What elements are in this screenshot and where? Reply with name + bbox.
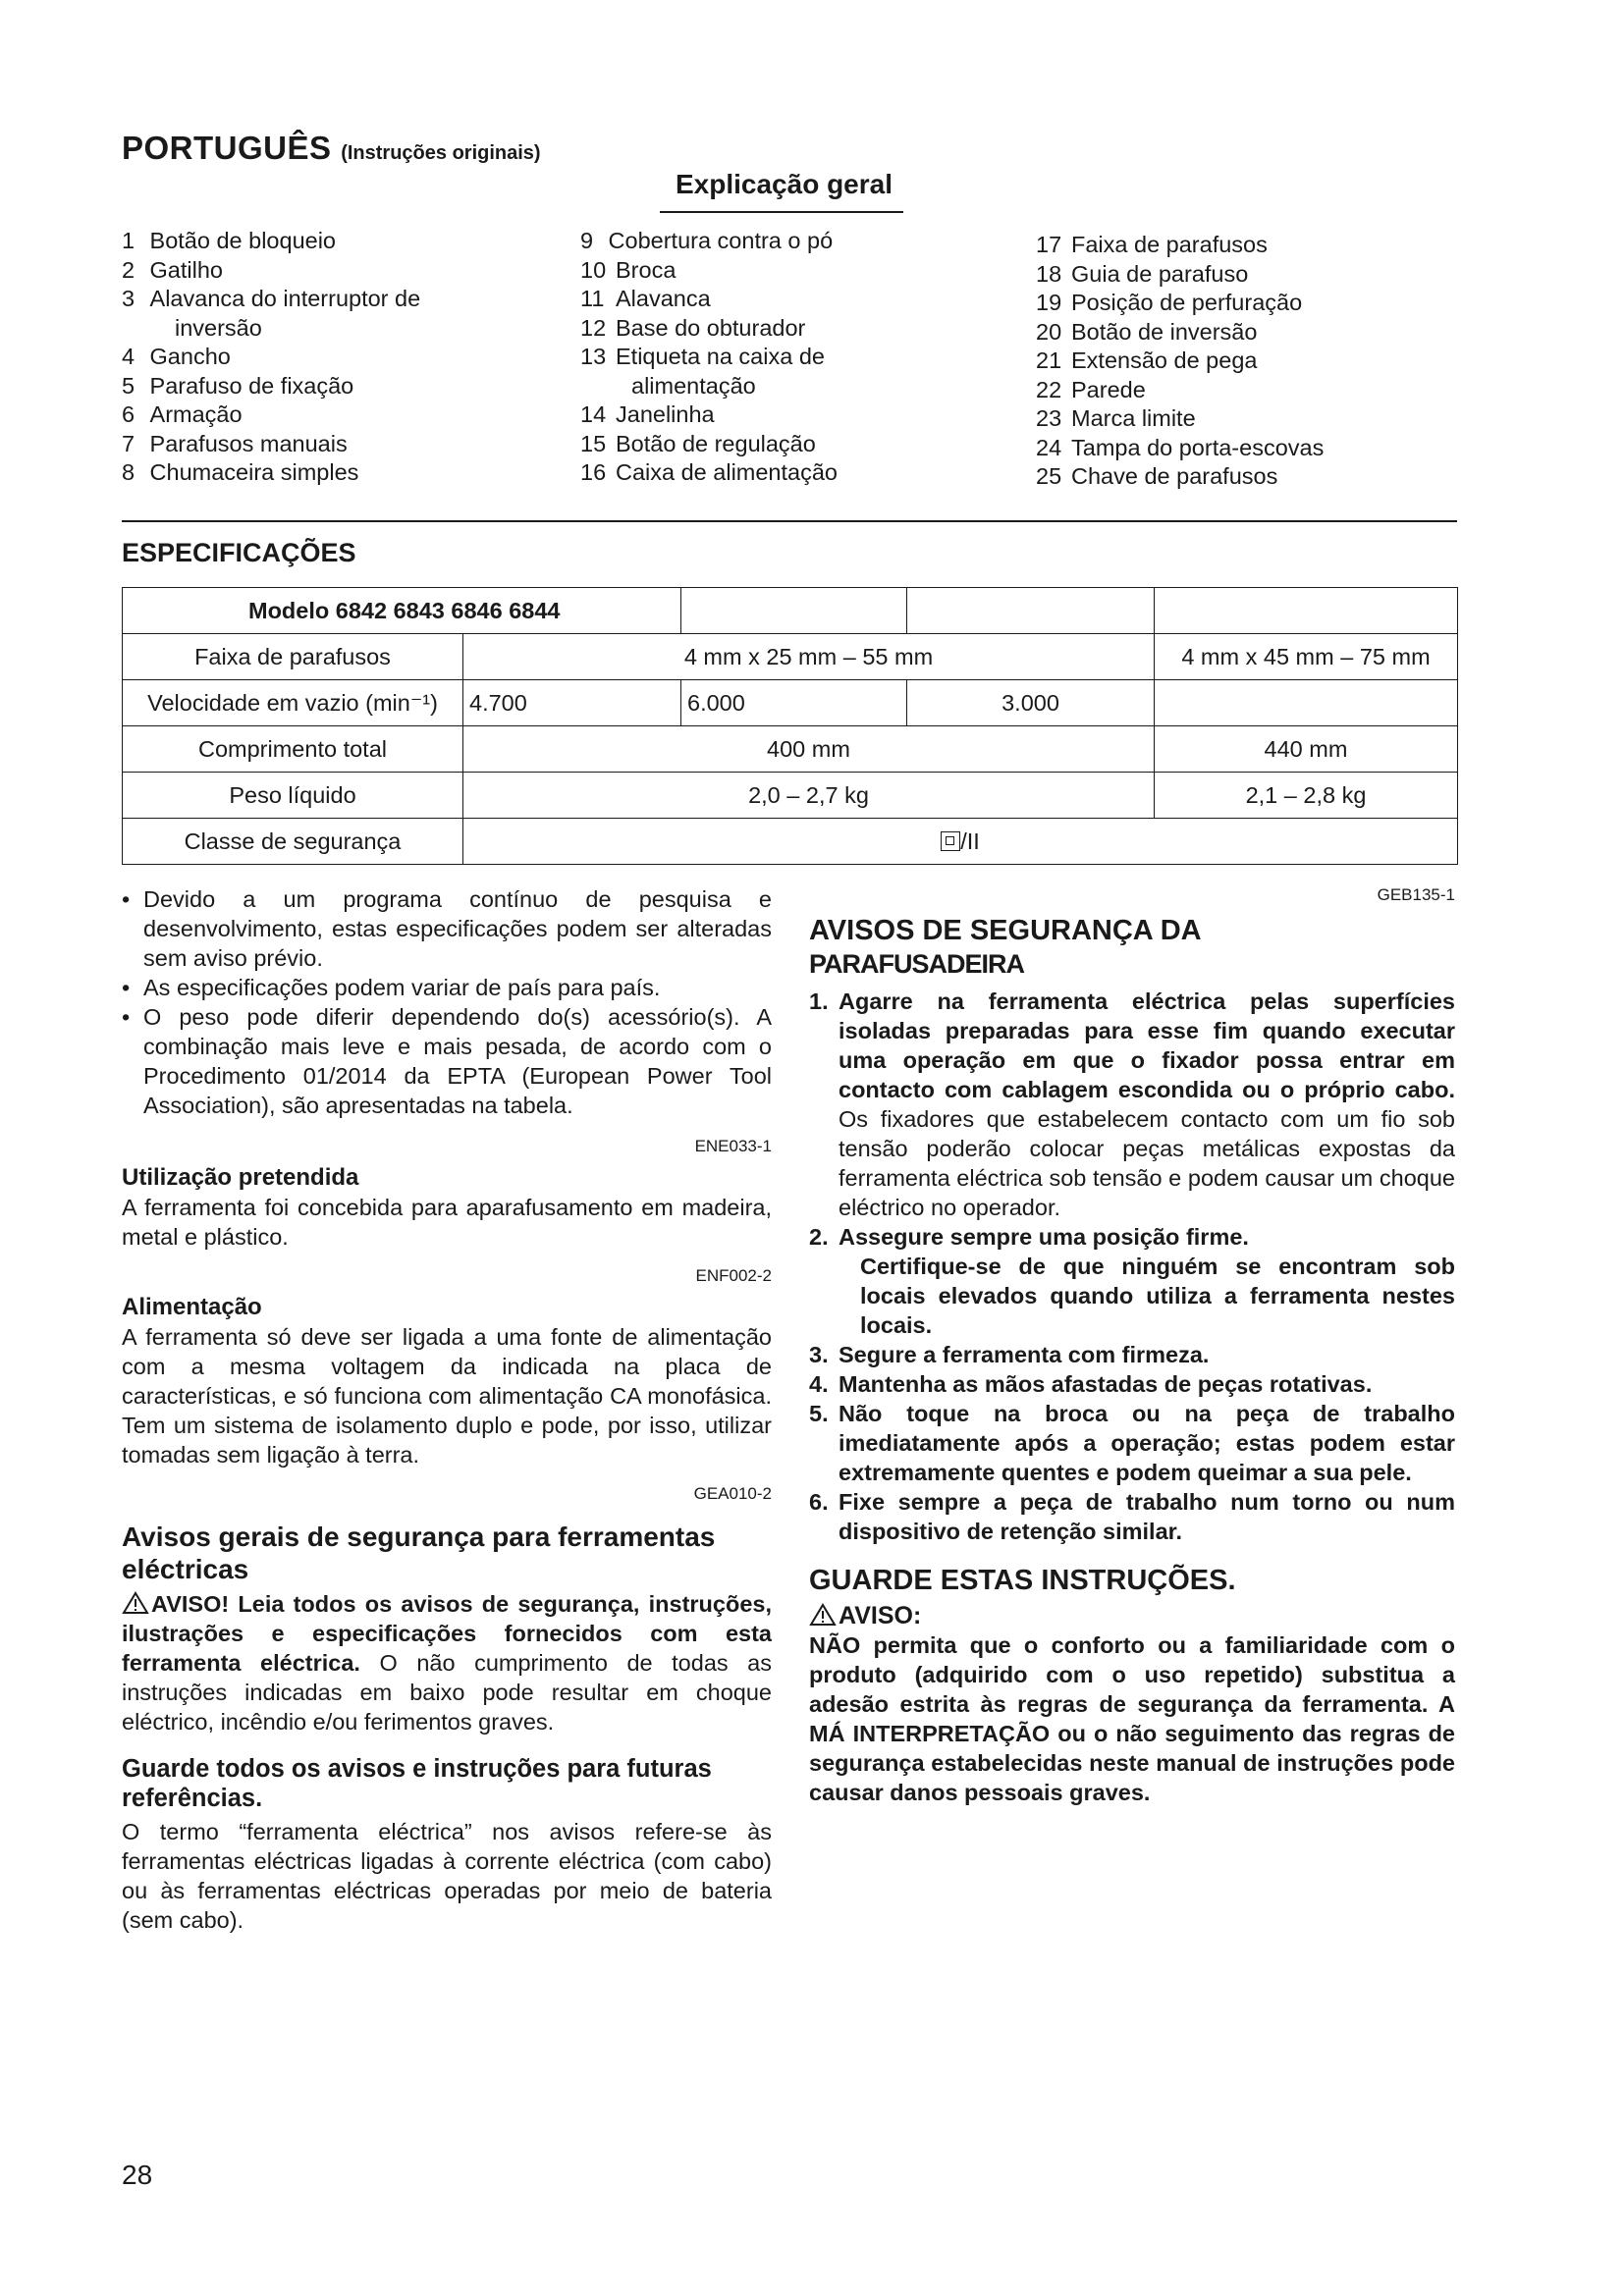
list-item: 1. Agarre na ferramenta eléctrica pelas superfícies isoladas preparadas para esse fim quando executar uma operação em que o fixador possa entrar em contacto com cablagem escondida ou o próprio cabo. Os fixadores que estabelecem contacto com um fio sob tensão poderão colocar peças metálicas expostas da ferramenta eléctrica sob tensão e podem causar um choque eléctrico no operador. <box>809 988 1455 1220</box>
paragraph: A ferramenta foi concebida para aparafusamento em madeira, metal e plástico. <box>122 1195 772 1250</box>
list-item: 22 Parede <box>1036 376 1146 402</box>
list-item-continuation: alimentação <box>631 372 756 399</box>
list-item: 25 Chave de parafusos <box>1036 463 1278 489</box>
list-item: 6. Fixe sempre a peça de trabalho num torno ou num dispositivo de retenção similar. <box>809 1489 1455 1544</box>
left-column <box>122 884 772 1935</box>
list-item: • Devido a um programa contínuo de pesquisa e desenvolvimento, estas especificações podem ser alteradas sem aviso prévio. <box>122 886 772 971</box>
model-cell: Modelo 6842 6843 6846 6844 <box>123 588 681 634</box>
list-item: • O peso pode diferir dependendo do(s) acessório(s). A combinação mais leve e mais pesada, de acordo com o Procedimento 01/2014 da EPTA (European Power Tool Association), são apresentadas na tabela. <box>122 1004 772 1118</box>
row-label: Peso líquido <box>123 773 463 819</box>
paragraph: A ferramenta só deve ser ligada a uma fonte de alimentação com a mesma voltagem da indicada na placa de características, e só funciona com alimentação CA monofásica. Tem um sistema de isolamento duplo e pode, por isso, utilizar tomadas sem ligação à terra. <box>122 1324 772 1468</box>
section-heading: Alimentação <box>122 1294 262 1320</box>
value-cell: 4 mm x 45 mm – 75 mm <box>1155 634 1458 680</box>
list-item: 13 Etiqueta na caixa de <box>580 344 825 369</box>
empty-cell <box>907 588 1155 634</box>
right-column <box>809 884 1455 1807</box>
list-item: 20 Botão de inversão <box>1036 318 1258 345</box>
table-row <box>123 819 1458 865</box>
parts-list-col2 <box>580 227 1002 488</box>
row-label: Comprimento total <box>123 726 463 773</box>
value-cell: 440 mm <box>1155 726 1458 773</box>
row-label: Classe de segurança <box>123 819 463 865</box>
value-cell: 3.000 <box>907 680 1155 726</box>
list-item: 18 Guia de parafuso <box>1036 260 1249 287</box>
section-heading: Avisos gerais de segurança para ferramentas eléctricas <box>122 1522 716 1584</box>
row-label: Velocidade em vazio (min⁻¹) <box>123 680 463 726</box>
warning-label: AVISO: <box>809 1601 1455 1630</box>
list-item: 14 Janelinha <box>580 401 715 427</box>
section-heading: Utilização pretendida <box>122 1164 359 1191</box>
value-cell: 2,1 – 2,8 kg <box>1155 773 1458 819</box>
section-heading: AVISOS DE SEGURANÇA DA PARAFUSADEIRA <box>809 915 1202 979</box>
title-underline <box>660 211 903 213</box>
parts-list-col1 <box>122 227 534 488</box>
warning-paragraph: NÃO permita que o conforto ou a familiaridade com o produto (adquirido com o uso repetido) substitua a adesão estrita às regras de segurança da ferramenta. A MÁ INTERPRETAÇÃO ou o não seguimento das regras de segurança estabelecidas neste manual de instruções pode causar danos pessoais graves. <box>809 1632 1455 1805</box>
language-title: PORTUGUÊS (Instruções originais) <box>122 130 541 166</box>
table-row <box>123 634 1458 680</box>
list-item-continuation: inversão <box>175 314 262 341</box>
list-item: 3. Segure a ferramenta com firmeza. <box>809 1342 1210 1367</box>
section-heading: GUARDE ESTAS INSTRUÇÕES. <box>809 1565 1236 1596</box>
warning-icon <box>809 1603 837 1627</box>
list-item: 9 Cobertura contra o pó <box>580 228 834 253</box>
doc-code: ENF002-2 <box>695 1266 772 1285</box>
table-row <box>123 773 1458 819</box>
list-item: 6 Armação <box>122 401 243 427</box>
warning-paragraph: AVISO! Leia todos os avisos de segurança, instruções, ilustrações e especificações fornecidos com esta ferramenta eléctrica. O não cumprimento de todas as instruções indicadas em baixo pode resultar em choque eléctrico, incêndio e/ou ferimentos graves. <box>122 1591 773 1735</box>
list-item: 10 Broca <box>580 256 677 283</box>
empty-cell <box>1155 680 1458 726</box>
list-item: • As especificações podem variar de país para país. <box>122 975 661 1000</box>
section-heading: Guarde todos os avisos e instruções para futuras referências. <box>122 1755 712 1812</box>
section-divider <box>122 520 1457 522</box>
value-cell: 4.700 <box>463 680 681 726</box>
list-item: 11 Alavanca <box>580 286 711 311</box>
list-item: 4 Gancho <box>122 344 231 369</box>
list-item: 5. Não toque na broca ou na peça de trabalho imediatamente após a operação; estas podem estar extremamente quentes e podem queimar a sua pele. <box>809 1401 1455 1485</box>
table-row <box>123 726 1458 773</box>
list-item: 3 Alavanca do interruptor de <box>122 286 421 311</box>
general-explanation-title: Explicação geral <box>676 169 893 199</box>
list-item: 7 Parafusos manuais <box>122 430 348 456</box>
value-cell: 2,0 – 2,7 kg <box>463 773 1155 819</box>
list-item: 24 Tampa do porta-escovas <box>1036 434 1325 460</box>
language-note: (Instruções originais) <box>341 142 541 164</box>
table-row <box>123 588 1458 634</box>
value-cell: /II <box>463 819 1458 865</box>
list-item: 5 Parafuso de fixação <box>122 372 354 399</box>
list-item: 21 Extensão de pega <box>1036 347 1258 373</box>
parts-list-col3 <box>1036 231 1468 492</box>
value-cell: 4 mm x 25 mm – 55 mm <box>463 634 1155 680</box>
list-item: 12 Base do obturador <box>580 314 806 341</box>
double-insulation-icon <box>941 831 960 851</box>
doc-code: GEA010-2 <box>693 1484 772 1503</box>
list-item: 2. Assegure sempre uma posição firme. Certifique-se de que ninguém se encontram sob locais elevados quando utiliza a ferramenta nestes locais. <box>809 1224 1455 1338</box>
page-number: 28 <box>122 2160 153 2190</box>
empty-cell <box>1155 588 1458 634</box>
list-item: 4. Mantenha as mãos afastadas de peças rotativas. <box>809 1371 1373 1397</box>
row-label: Faixa de parafusos <box>123 634 463 680</box>
list-item: 1 Botão de bloqueio <box>122 228 336 253</box>
paragraph: O termo “ferramenta eléctrica” nos avisos refere-se às ferramentas eléctricas ligadas à corrente eléctrica (com cabo) ou às ferramentas eléctricas operadas por meio de bateria (sem cabo). <box>122 1819 772 1933</box>
specs-table <box>122 587 1458 865</box>
list-item: 2 Gatilho <box>122 256 223 283</box>
doc-code: ENE033-1 <box>694 1137 772 1155</box>
list-item: 23 Marca limite <box>1036 405 1196 431</box>
value-cell: 6.000 <box>681 680 907 726</box>
warning-icon <box>122 1591 149 1615</box>
table-row <box>123 680 1458 726</box>
list-item: 17 Faixa de parafusos <box>1036 232 1268 257</box>
list-item: 15 Botão de regulação <box>580 430 816 456</box>
empty-cell <box>681 588 907 634</box>
list-item: 8 Chumaceira simples <box>122 459 359 485</box>
doc-code: GEB135-1 <box>1377 885 1455 904</box>
specs-title: ESPECIFICAÇÕES <box>122 538 356 567</box>
list-item: 19 Posição de perfuração <box>1036 290 1303 315</box>
value-cell: 400 mm <box>463 726 1155 773</box>
list-item: 16 Caixa de alimentação <box>580 459 838 485</box>
